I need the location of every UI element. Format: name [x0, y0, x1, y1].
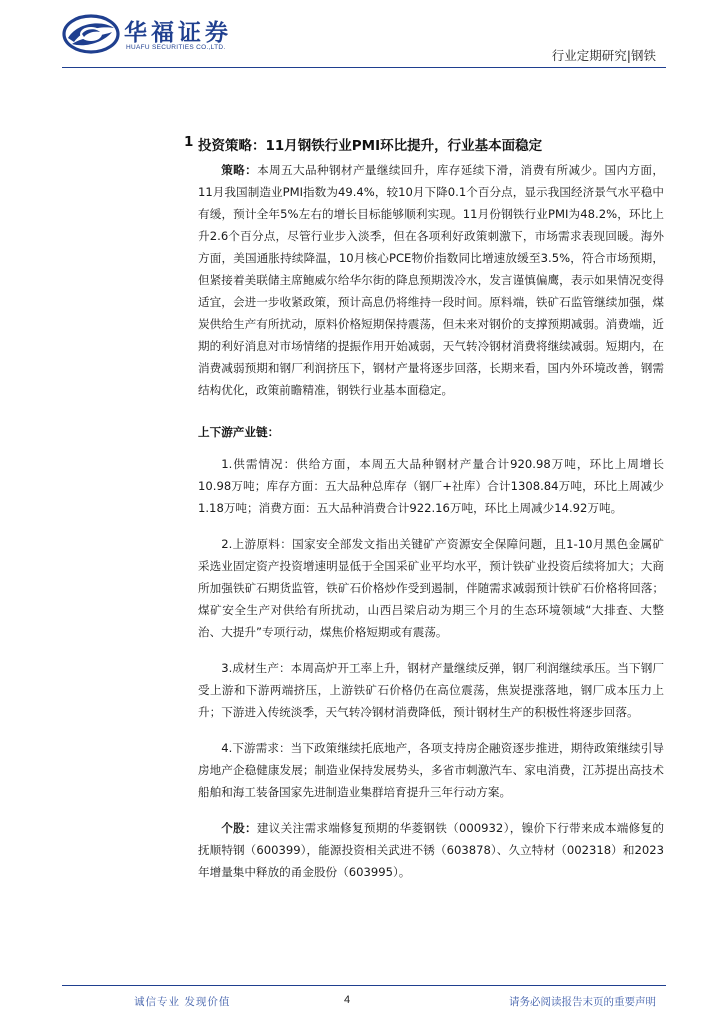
strategy-paragraph — [198, 159, 664, 401]
footer-slogan: 诚信专业 发现价值 — [134, 996, 231, 1008]
stocks-paragraph — [198, 817, 664, 883]
supply-demand-paragraph: 1.供需情况：供给方面，本周五大品种钢材产量合计920.98万吨，环比上周增长10.98万吨；库存方面：五大品种总库存（钢厂+社库）合计1308.84万吨，环比上周减少1.18万吨；消费方面：五大品种消费合计922.16万吨，环比上周减少14.92万吨。 — [198, 457, 664, 515]
page-header — [0, 0, 724, 70]
company-name-en: HUAFU SECURITIES CO.,LTD. — [126, 44, 226, 51]
upstream-paragraph: 2.上游原料：国家安全部发文指出关键矿产资源安全保障问题，且1-10月黑色金属矿采选业固定资产投资增速明显低于全国采矿业平均水平，预计铁矿业投资后续将加大；大商所加强铁矿石期货监管，铁矿石价格炒作受到遏制，伴随需求减弱预计铁矿石价格将回落；煤矿安全生产对供给有所扰动，山西吕梁启动为期三个月的生态环境领域“大排查、大整治、大提升”专项行动，煤焦价格短期或有震荡。 — [198, 537, 664, 639]
downstream-paragraph: 4.下游需求：当下政策继续托底地产，各项支持房企融资逐步推进，期待政策继续引导房地产企稳健康发展；制造业保持发展势头，多省市刺激汽车、家电消费，江苏提出高技术船舶和海工装备国家先进制造业集群培育提升三年行动方案。 — [198, 741, 664, 799]
production-paragraph: 3.成材生产：本周高炉开工率上升，钢材产量继续反弹，钢厂利润继续承压。当下钢厂受上游和下游两端挤压，上游铁矿石价格仍在高位震荡，焦炭提涨落地，钢厂成本压力上升；下游进入传统淡季，天气转冷钢材消费降低，预计钢材生产的积极性将逐步回落。 — [198, 661, 664, 719]
footer-disclaimer: 请务必阅读报告末页的重要声明 — [509, 996, 656, 1008]
page-number: 4 — [344, 994, 351, 1006]
report-body — [198, 151, 664, 897]
footer-divider — [62, 985, 666, 986]
strategy-label: 策略： — [221, 163, 258, 177]
chain-heading: 上下游产业链： — [198, 425, 280, 439]
header-divider — [62, 67, 666, 68]
strategy-text: 本周五大品种钢材产量继续回升，库存延续下滑，消费有所减少。国内方面，11月我国制造业PMI指数为49.4%，较10月下降0.1个百分点，显示我国经济景气水平稳中有缓，预计全年5%左右的增长目标能够顺利实现。11月份钢铁行业PMI为48.2%，环比上升2.6个百分点，尽管行业步入淡季，但在各项利好政策刺激下，市场需求表现回暖。海外方面，美国通胀持续降温，10月核心PCE物价指数同比增速放缓至3.5%，符合市场预期，但紧接着美联储主席鲍威尔给华尔街的降息预期泼冷水，发言谨慎偏鹰，表示如果情况变得适宜，会进一步收紧政策，预计高息仍将维持一段时间。原料端，铁矿石监管继续加强，煤炭供给生产有所扰动，原料价格短期保持震荡，但未来对钢价的支撑预期减弱。消费端，近期的利好消息对市场情绪的提振作用开始减弱，天气转冷钢材消费将继续减弱。短期内，在消费减弱预期和钢厂利润挤压下，钢材产量将逐步回落，长期来看，国内外环境改善，钢需结构优化，政策前瞻精准，钢铁行业基本面稳定。 — [198, 163, 664, 397]
report-type: 行业定期研究|钢铁 — [551, 48, 656, 63]
company-name-cn: 华福证券 — [124, 19, 232, 46]
stocks-label: 个股： — [221, 821, 257, 835]
stocks-text: 建议关注需求端修复预期的华菱钢铁（000932），镍价下行带来成本端修复的抚顺特钢（600399），能源投资相关武进不锈（603878）、久立特材（002318）和2023年增量集中释放的甬金股份（603995）。 — [198, 821, 664, 879]
section-title-text: 投资策略：11月钢铁行业PMI环比提升，行业基本面稳定 — [198, 138, 543, 154]
huafu-logo-icon — [62, 14, 120, 54]
section-number: 1 — [184, 134, 194, 150]
